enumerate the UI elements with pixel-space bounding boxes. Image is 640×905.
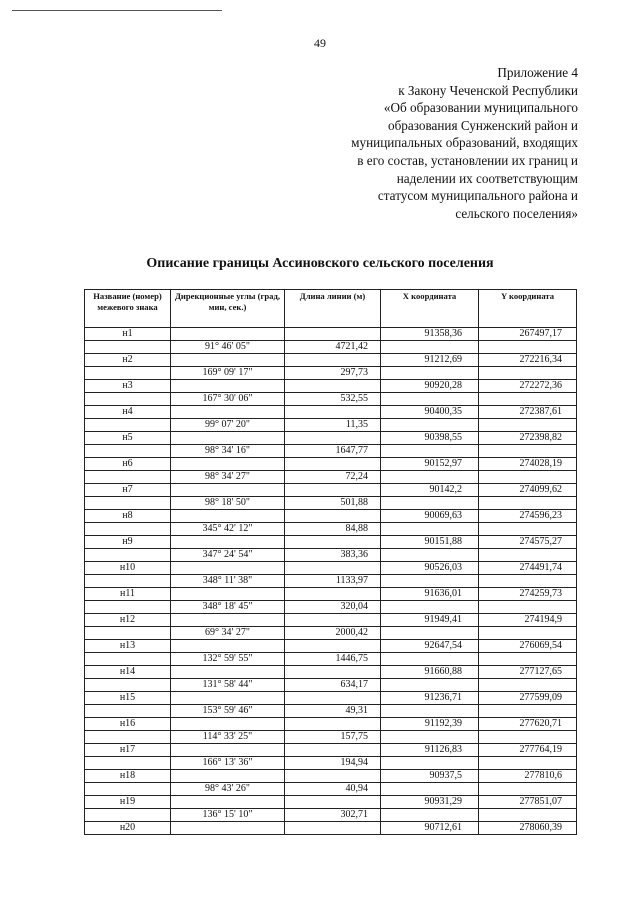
y-coordinate-cell: 277810,6 — [479, 770, 577, 783]
y-coordinate-cell — [479, 341, 577, 354]
y-coordinate-cell — [479, 705, 577, 718]
direction-angle-cell — [171, 614, 285, 627]
line-length-cell — [285, 614, 381, 627]
direction-angle-cell — [171, 562, 285, 575]
x-coordinate-cell: 90526,03 — [381, 562, 479, 575]
direction-angle-cell — [171, 354, 285, 367]
line-length-cell: 157,75 — [285, 731, 381, 744]
boundary-table — [84, 289, 577, 835]
annex-line: муниципальных образований, входящих — [351, 135, 578, 151]
y-coordinate-cell: 272387,61 — [479, 406, 577, 419]
y-coordinate-cell — [479, 445, 577, 458]
direction-angle-cell: 153° 59' 46" — [171, 705, 285, 718]
y-coordinate-cell: 276069,54 — [479, 640, 577, 653]
direction-angle-cell: 169° 09' 17" — [171, 367, 285, 380]
line-length-cell — [285, 328, 381, 341]
table-row — [85, 770, 577, 783]
annex-line: к Закону Чеченской Республики — [398, 82, 578, 98]
line-length-cell — [285, 380, 381, 393]
table-row — [85, 432, 577, 445]
x-coordinate-cell — [381, 523, 479, 536]
line-length-cell — [285, 484, 381, 497]
line-length-cell: 501,88 — [285, 497, 381, 510]
x-coordinate-cell — [381, 445, 479, 458]
line-length-cell — [285, 822, 381, 835]
table-row — [85, 562, 577, 575]
x-coordinate-cell: 90398,55 — [381, 432, 479, 445]
marker-name-cell — [85, 731, 171, 744]
document-title: Описание границы Ассиновского сельского поселения — [146, 256, 494, 271]
x-coordinate-cell — [381, 549, 479, 562]
x-coordinate-cell: 91636,01 — [381, 588, 479, 601]
table-row — [85, 627, 577, 640]
direction-angle-cell — [171, 510, 285, 523]
marker-name-cell — [85, 783, 171, 796]
line-length-cell: 40,94 — [285, 783, 381, 796]
marker-name-cell: н2 — [85, 354, 171, 367]
x-coordinate-cell: 91358,36 — [381, 328, 479, 341]
marker-name-cell: н19 — [85, 796, 171, 809]
line-length-cell — [285, 588, 381, 601]
marker-name-cell: н16 — [85, 718, 171, 731]
direction-angle-cell: 347° 24' 54" — [171, 549, 285, 562]
y-coordinate-cell — [479, 627, 577, 640]
direction-angle-cell — [171, 718, 285, 731]
direction-angle-cell — [171, 822, 285, 835]
y-coordinate-cell — [479, 653, 577, 666]
table-row — [85, 666, 577, 679]
table-row — [85, 497, 577, 510]
marker-name-cell — [85, 809, 171, 822]
line-length-cell: 194,94 — [285, 757, 381, 770]
line-length-cell: 297,73 — [285, 367, 381, 380]
table-row — [85, 523, 577, 536]
x-coordinate-cell: 90152,97 — [381, 458, 479, 471]
marker-name-cell — [85, 653, 171, 666]
table-row — [85, 679, 577, 692]
marker-name-cell — [85, 471, 171, 484]
x-coordinate-cell: 90400,35 — [381, 406, 479, 419]
table-row — [85, 367, 577, 380]
y-coordinate-cell — [479, 393, 577, 406]
direction-angle-cell: 131° 58' 44" — [171, 679, 285, 692]
x-coordinate-cell — [381, 653, 479, 666]
y-coordinate-cell: 278060,39 — [479, 822, 577, 835]
x-coordinate-cell — [381, 575, 479, 588]
marker-name-cell — [85, 393, 171, 406]
marker-name-cell — [85, 627, 171, 640]
y-coordinate-cell — [479, 471, 577, 484]
table-row — [85, 380, 577, 393]
header-direction-angle: Дирекционные углы (град, мин, сек.) — [171, 290, 285, 328]
line-length-cell — [285, 354, 381, 367]
direction-angle-cell — [171, 380, 285, 393]
marker-name-cell: н11 — [85, 588, 171, 601]
x-coordinate-cell — [381, 367, 479, 380]
line-length-cell: 84,88 — [285, 523, 381, 536]
table-row — [85, 588, 577, 601]
line-length-cell — [285, 666, 381, 679]
y-coordinate-cell — [479, 679, 577, 692]
marker-name-cell — [85, 341, 171, 354]
direction-angle-cell — [171, 484, 285, 497]
x-coordinate-cell: 91660,88 — [381, 666, 479, 679]
line-length-cell — [285, 406, 381, 419]
y-coordinate-cell: 272398,82 — [479, 432, 577, 445]
x-coordinate-cell: 90931,29 — [381, 796, 479, 809]
x-coordinate-cell: 92647,54 — [381, 640, 479, 653]
x-coordinate-cell — [381, 731, 479, 744]
annex-line: «Об образовании муниципального — [383, 100, 578, 116]
y-coordinate-cell: 272272,36 — [479, 380, 577, 393]
annex-line: образования Сунженский район и — [387, 117, 578, 133]
line-length-cell: 49,31 — [285, 705, 381, 718]
line-length-cell — [285, 770, 381, 783]
table-row — [85, 458, 577, 471]
table-row — [85, 744, 577, 757]
table-row — [85, 718, 577, 731]
table-row — [85, 757, 577, 770]
x-coordinate-cell: 91212,69 — [381, 354, 479, 367]
table-row — [85, 419, 577, 432]
y-coordinate-cell — [479, 549, 577, 562]
marker-name-cell: н18 — [85, 770, 171, 783]
line-length-cell: 72,24 — [285, 471, 381, 484]
table-row — [85, 471, 577, 484]
marker-name-cell: н13 — [85, 640, 171, 653]
table-row — [85, 692, 577, 705]
line-length-cell: 1133,97 — [285, 575, 381, 588]
direction-angle-cell: 136° 15' 10" — [171, 809, 285, 822]
y-coordinate-cell: 274194,9 — [479, 614, 577, 627]
line-length-cell — [285, 536, 381, 549]
direction-angle-cell: 99° 07' 20" — [171, 419, 285, 432]
marker-name-cell: н8 — [85, 510, 171, 523]
line-length-cell: 1446,75 — [285, 653, 381, 666]
x-coordinate-cell: 90151,88 — [381, 536, 479, 549]
marker-name-cell — [85, 549, 171, 562]
line-length-cell — [285, 510, 381, 523]
marker-name-cell: н9 — [85, 536, 171, 549]
direction-angle-cell: 166° 13' 36" — [171, 757, 285, 770]
table-row — [85, 822, 577, 835]
x-coordinate-cell — [381, 419, 479, 432]
y-coordinate-cell — [479, 497, 577, 510]
x-coordinate-cell: 91126,83 — [381, 744, 479, 757]
x-coordinate-cell — [381, 783, 479, 796]
y-coordinate-cell: 274028,19 — [479, 458, 577, 471]
marker-name-cell — [85, 419, 171, 432]
marker-name-cell — [85, 523, 171, 536]
header-y-coordinate: Y координата — [479, 290, 577, 328]
x-coordinate-cell: 90937,5 — [381, 770, 479, 783]
marker-name-cell — [85, 679, 171, 692]
annex-line: в его состав, установлении их границ и — [357, 152, 578, 168]
direction-angle-cell: 167° 30' 06" — [171, 393, 285, 406]
marker-name-cell — [85, 757, 171, 770]
x-coordinate-cell: 90920,28 — [381, 380, 479, 393]
direction-angle-cell — [171, 328, 285, 341]
y-coordinate-cell — [479, 757, 577, 770]
y-coordinate-cell: 272216,34 — [479, 354, 577, 367]
table-row — [85, 393, 577, 406]
direction-angle-cell: 91° 46' 05" — [171, 341, 285, 354]
table-row — [85, 484, 577, 497]
marker-name-cell: н1 — [85, 328, 171, 341]
y-coordinate-cell: 277127,65 — [479, 666, 577, 679]
y-coordinate-cell: 274575,27 — [479, 536, 577, 549]
table-row — [85, 796, 577, 809]
line-length-cell — [285, 692, 381, 705]
direction-angle-cell — [171, 744, 285, 757]
table-row — [85, 549, 577, 562]
y-coordinate-cell: 274596,23 — [479, 510, 577, 523]
direction-angle-cell — [171, 770, 285, 783]
table-row — [85, 575, 577, 588]
direction-angle-cell: 98° 34' 27" — [171, 471, 285, 484]
y-coordinate-cell: 274491,74 — [479, 562, 577, 575]
marker-name-cell — [85, 601, 171, 614]
x-coordinate-cell — [381, 497, 479, 510]
y-coordinate-cell: 274099,62 — [479, 484, 577, 497]
x-coordinate-cell: 90712,61 — [381, 822, 479, 835]
y-coordinate-cell: 267497,17 — [479, 328, 577, 341]
x-coordinate-cell — [381, 757, 479, 770]
y-coordinate-cell — [479, 809, 577, 822]
x-coordinate-cell — [381, 679, 479, 692]
direction-angle-cell: 345° 42' 12" — [171, 523, 285, 536]
marker-name-cell — [85, 575, 171, 588]
x-coordinate-cell — [381, 393, 479, 406]
line-length-cell: 4721,42 — [285, 341, 381, 354]
annex-line: сельского поселения» — [455, 205, 578, 221]
table-row — [85, 705, 577, 718]
header-x-coordinate: X координата — [381, 290, 479, 328]
marker-name-cell: н7 — [85, 484, 171, 497]
x-coordinate-cell — [381, 341, 479, 354]
direction-angle-cell: 98° 18' 50" — [171, 497, 285, 510]
table-row — [85, 328, 577, 341]
direction-angle-cell: 98° 34' 16" — [171, 445, 285, 458]
marker-name-cell: н20 — [85, 822, 171, 835]
direction-angle-cell — [171, 796, 285, 809]
line-length-cell — [285, 744, 381, 757]
table-row — [85, 601, 577, 614]
x-coordinate-cell: 90142,2 — [381, 484, 479, 497]
table-row — [85, 406, 577, 419]
table-row — [85, 653, 577, 666]
x-coordinate-cell: 91949,41 — [381, 614, 479, 627]
line-length-cell — [285, 718, 381, 731]
y-coordinate-cell — [479, 783, 577, 796]
table-row — [85, 536, 577, 549]
top-rule — [12, 10, 222, 11]
y-coordinate-cell — [479, 731, 577, 744]
x-coordinate-cell: 91236,71 — [381, 692, 479, 705]
direction-angle-cell — [171, 458, 285, 471]
direction-angle-cell — [171, 406, 285, 419]
direction-angle-cell — [171, 640, 285, 653]
marker-name-cell: н4 — [85, 406, 171, 419]
line-length-cell — [285, 458, 381, 471]
table-body — [85, 328, 577, 835]
line-length-cell: 302,71 — [285, 809, 381, 822]
table-row — [85, 354, 577, 367]
marker-name-cell — [85, 497, 171, 510]
x-coordinate-cell: 91192,39 — [381, 718, 479, 731]
x-coordinate-cell — [381, 471, 479, 484]
marker-name-cell — [85, 445, 171, 458]
y-coordinate-cell: 274259,73 — [479, 588, 577, 601]
y-coordinate-cell — [479, 601, 577, 614]
direction-angle-cell — [171, 692, 285, 705]
x-coordinate-cell: 90069,63 — [381, 510, 479, 523]
line-length-cell: 2000,42 — [285, 627, 381, 640]
table-row — [85, 809, 577, 822]
marker-name-cell: н6 — [85, 458, 171, 471]
x-coordinate-cell — [381, 705, 479, 718]
y-coordinate-cell: 277851,07 — [479, 796, 577, 809]
line-length-cell: 634,17 — [285, 679, 381, 692]
marker-name-cell: н17 — [85, 744, 171, 757]
y-coordinate-cell — [479, 419, 577, 432]
y-coordinate-cell — [479, 575, 577, 588]
line-length-cell: 532,55 — [285, 393, 381, 406]
line-length-cell: 1647,77 — [285, 445, 381, 458]
direction-angle-cell — [171, 536, 285, 549]
header-marker-name: Название (номер) межевого знака — [85, 290, 171, 328]
marker-name-cell — [85, 367, 171, 380]
line-length-cell — [285, 640, 381, 653]
y-coordinate-cell — [479, 523, 577, 536]
table-row — [85, 341, 577, 354]
marker-name-cell: н10 — [85, 562, 171, 575]
annex-line: статусом муниципального района и — [377, 188, 578, 204]
annex-line: наделении их соответствующим — [396, 170, 578, 186]
marker-name-cell: н14 — [85, 666, 171, 679]
y-coordinate-cell: 277764,19 — [479, 744, 577, 757]
page-number: 49 — [314, 36, 326, 50]
line-length-cell: 383,36 — [285, 549, 381, 562]
line-length-cell: 11,35 — [285, 419, 381, 432]
y-coordinate-cell: 277599,09 — [479, 692, 577, 705]
direction-angle-cell: 348° 18' 45" — [171, 601, 285, 614]
header-line-length: Длина линии (м) — [285, 290, 381, 328]
line-length-cell — [285, 562, 381, 575]
table-row — [85, 640, 577, 653]
annex-line: Приложение 4 — [497, 65, 578, 80]
direction-angle-cell: 69° 34' 27" — [171, 627, 285, 640]
marker-name-cell: н15 — [85, 692, 171, 705]
table-row — [85, 445, 577, 458]
x-coordinate-cell — [381, 627, 479, 640]
annex-heading — [278, 64, 578, 222]
direction-angle-cell — [171, 588, 285, 601]
table-row — [85, 783, 577, 796]
direction-angle-cell — [171, 666, 285, 679]
table-row — [85, 614, 577, 627]
direction-angle-cell: 348° 11' 38" — [171, 575, 285, 588]
marker-name-cell: н3 — [85, 380, 171, 393]
direction-angle-cell: 132° 59' 55" — [171, 653, 285, 666]
table-row — [85, 510, 577, 523]
table-header-row — [85, 290, 577, 328]
line-length-cell — [285, 796, 381, 809]
table-row — [85, 731, 577, 744]
y-coordinate-cell — [479, 367, 577, 380]
marker-name-cell: н5 — [85, 432, 171, 445]
marker-name-cell: н12 — [85, 614, 171, 627]
direction-angle-cell: 98° 43' 26" — [171, 783, 285, 796]
x-coordinate-cell — [381, 809, 479, 822]
y-coordinate-cell: 277620,71 — [479, 718, 577, 731]
marker-name-cell — [85, 705, 171, 718]
line-length-cell — [285, 432, 381, 445]
line-length-cell: 320,04 — [285, 601, 381, 614]
direction-angle-cell: 114° 33' 25" — [171, 731, 285, 744]
direction-angle-cell — [171, 432, 285, 445]
x-coordinate-cell — [381, 601, 479, 614]
